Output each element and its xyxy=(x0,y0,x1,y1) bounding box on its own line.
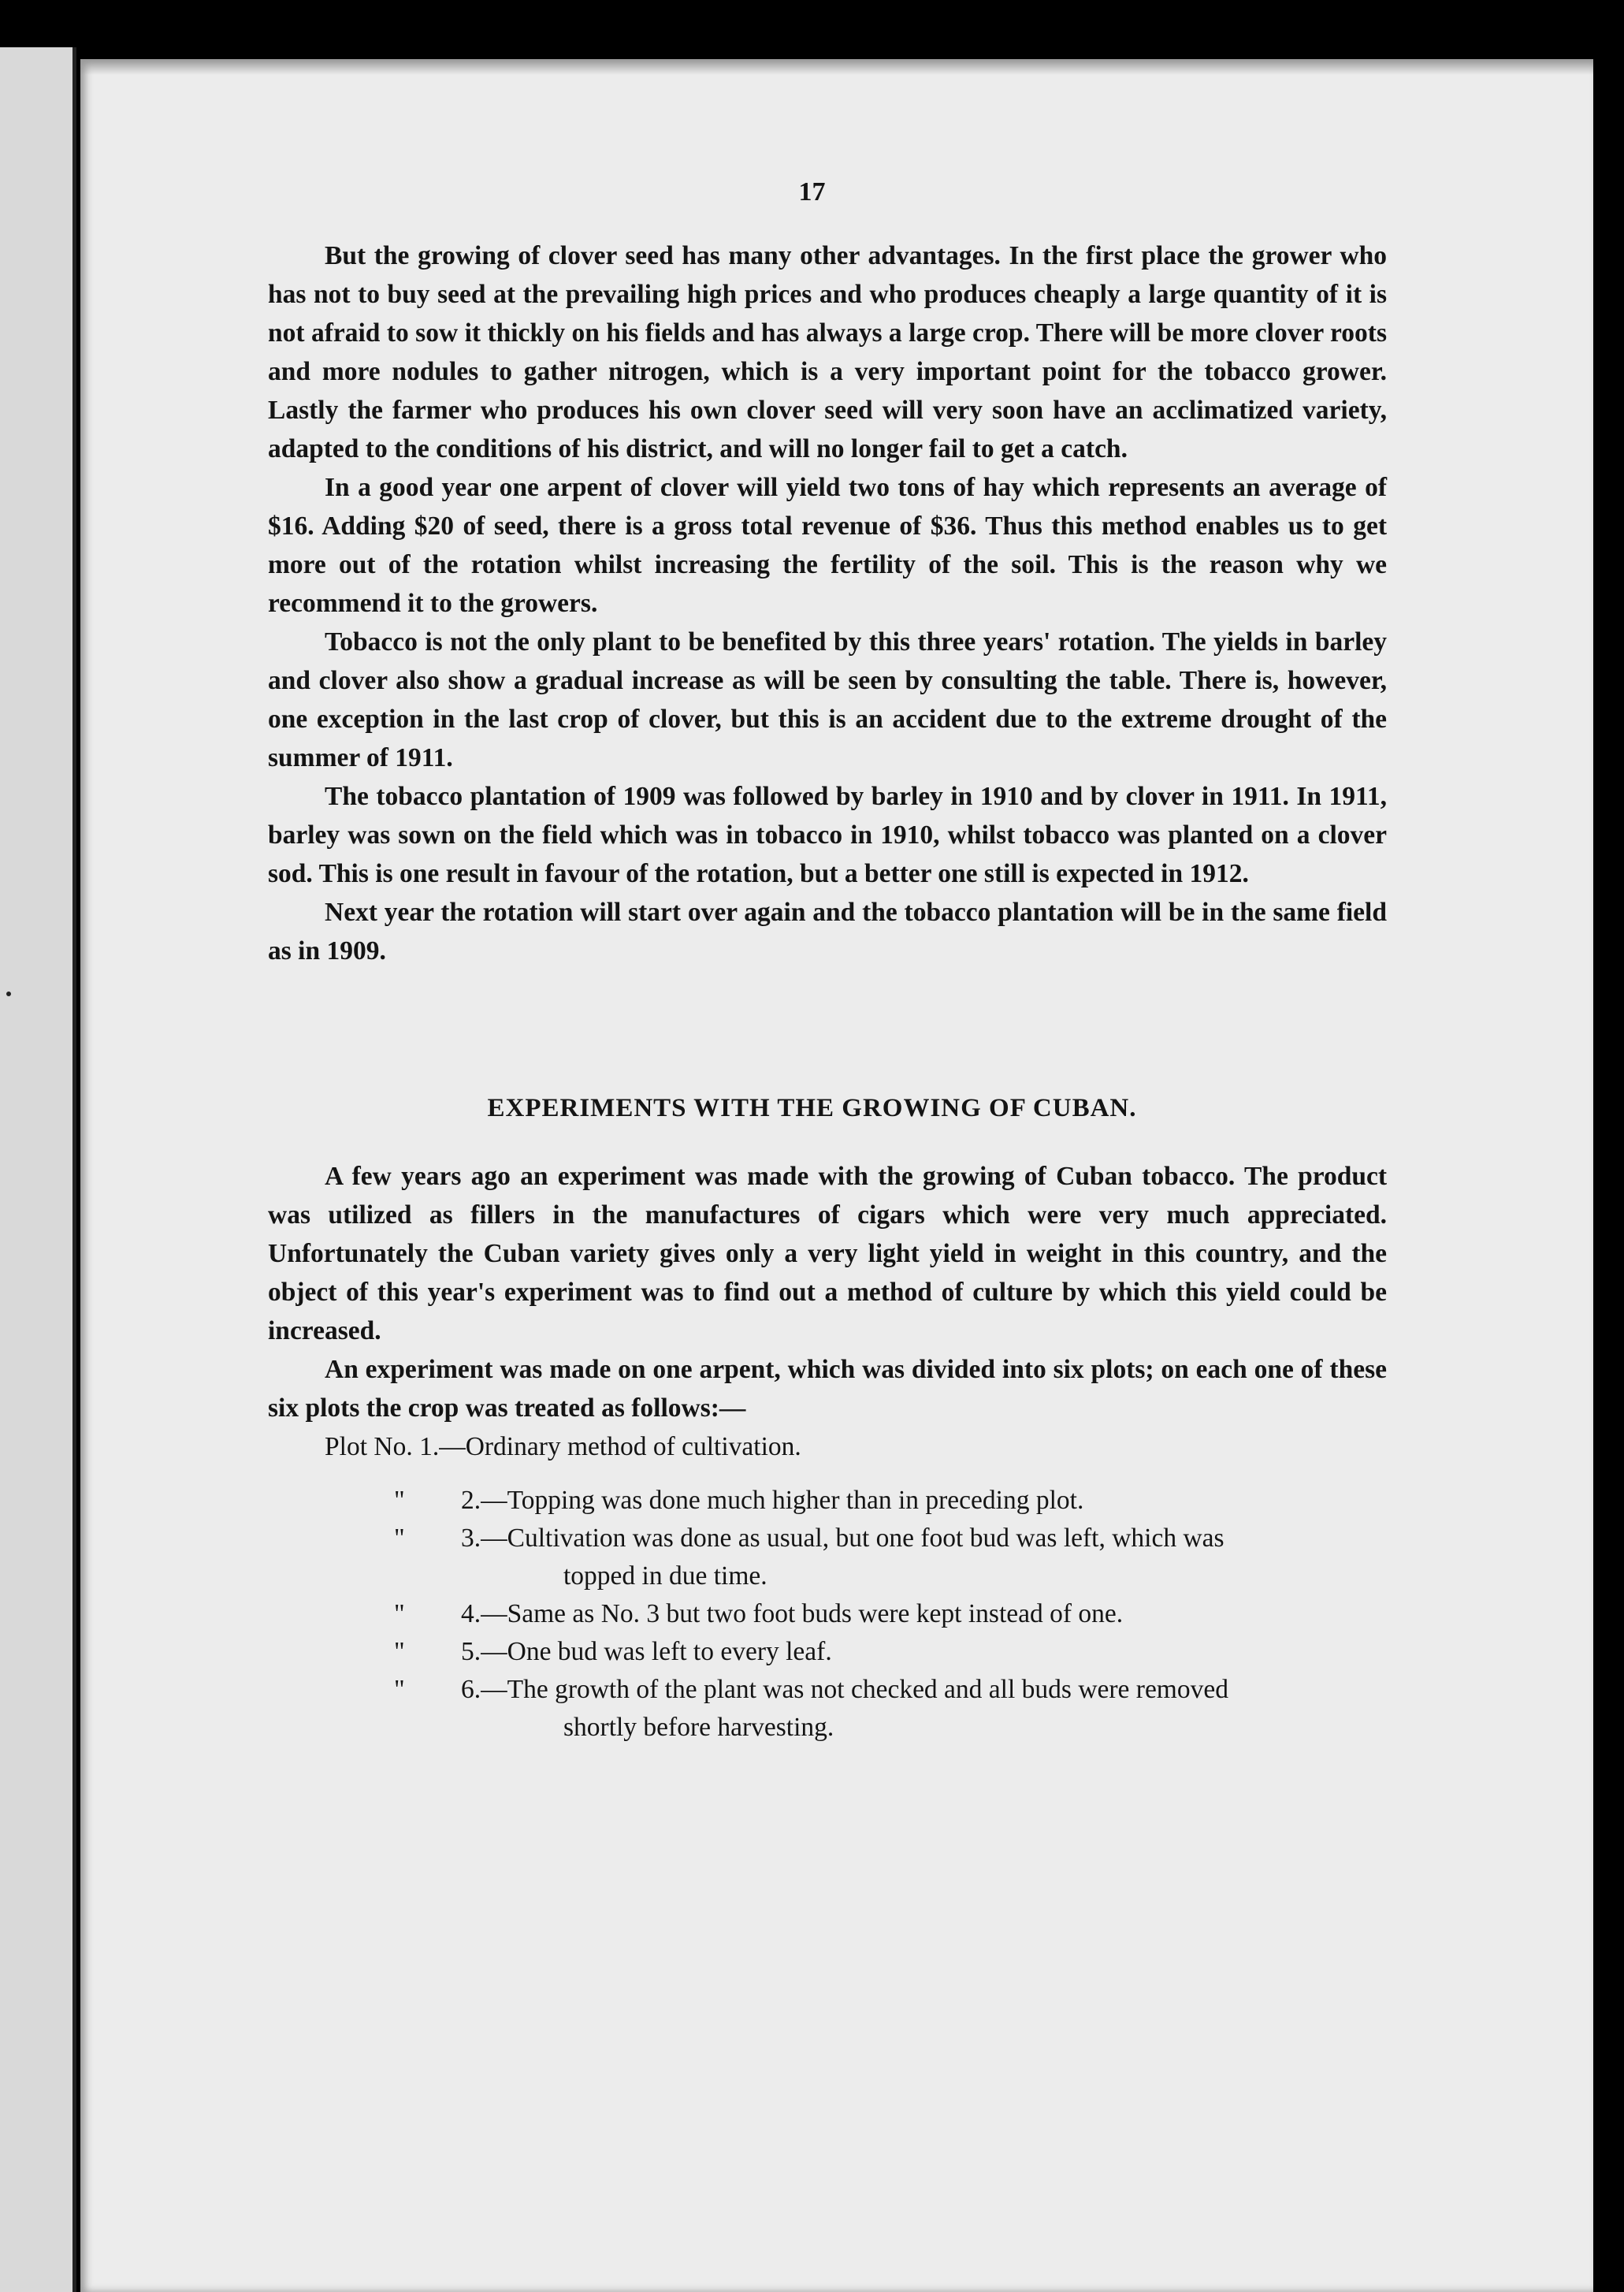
plot-item xyxy=(394,1671,1410,1747)
paragraph: Next year the rotation will start over again and the tobacco plantation will be in the same field as in 1909. xyxy=(268,898,1387,966)
paragraph: In a good year one arpent of clover will yield two tons of hay which represents an average of $16. Adding $20 of seed, there is a gross total revenue of $36. Thus this method enables us to get more out of the rotation whilst increasing the fertility of the soil. This is the reason why we recommend it to the growers. xyxy=(268,473,1387,618)
plot-item xyxy=(394,1633,1410,1671)
plot-text: 6.—The growth of the plant was not checked and all buds were removed xyxy=(461,1675,1228,1704)
plot-text: 3.—Cultivation was done as usual, but one foot bud was left, which was xyxy=(461,1524,1225,1553)
plot-item xyxy=(394,1520,1410,1595)
plot-intro: Plot No. 1.—Ordinary method of cultivation. xyxy=(325,1432,801,1461)
plot-list xyxy=(394,1482,1410,1747)
previous-page-edge xyxy=(0,47,76,2292)
paragraph: Tobacco is not the only plant to be benefited by this three years' rotation. The yields in barley and clover also show a gradual increase as will be seen by consulting the table. There is, however, one exception in the last crop of clover, but this is an accident due to the extreme drought of the summer of 1911. xyxy=(268,627,1387,772)
paragraph: An experiment was made on one arpent, which was divided into six plots; on each one of these six plots the crop was treated as follows:— xyxy=(268,1355,1387,1423)
plot-text: 4.—Same as No. 3 but two foot buds were kept instead of one. xyxy=(461,1599,1124,1628)
ditto-mark: " xyxy=(394,1637,405,1666)
plot-text-continuation: topped in due time. xyxy=(563,1561,767,1591)
ditto-mark: " xyxy=(394,1675,405,1704)
page-top-shadow xyxy=(80,59,1593,75)
section-clover-seed xyxy=(268,236,1387,970)
paragraph: The tobacco plantation of 1909 was followed by barley in 1910 and by clover in 1911. In 1911, barley was sown on the field which was in tobacco in 1910, whilst tobacco was planted on a clover sod. This is one result in favour of the rotation, but a better one still is expected in 1912. xyxy=(268,782,1387,888)
paragraph: A few years ago an experiment was made with the growing of Cuban tobacco. The product was utilized as fillers in the manufactures of cigars which were very much appreciated. Unfortunately the Cuban variety gives only a very light yield in weight in this country, and the object of this year's experiment was to find out a method of culture by which this yield could be increased. xyxy=(268,1162,1387,1345)
page-number: 17 xyxy=(798,177,826,207)
plot-text: 5.—One bud was left to every leaf. xyxy=(461,1637,832,1666)
plot-item xyxy=(394,1595,1410,1633)
plot-text-continuation: shortly before harvesting. xyxy=(563,1713,834,1742)
section-heading: EXPERIMENTS WITH THE GROWING OF CUBAN. xyxy=(487,1094,1137,1122)
ditto-mark: " xyxy=(394,1524,405,1553)
ditto-mark: " xyxy=(394,1599,405,1628)
paragraph: But the growing of clover seed has many other advantages. In the first place the grower who has not to buy seed at the prevailing high prices and who produces cheaply a large quantity of it is not afraid to sow it thickly on his fields and has always a large crop. There will be more clover roots and more nodules to gather nitrogen, which is a very important point for the tobacco grower. Lastly the farmer who produces his own clover seed will very soon have an acclimatized variety, adapted to the conditions of his district, and will no longer fail to get a catch. xyxy=(268,241,1387,463)
ditto-mark: " xyxy=(394,1486,405,1515)
plot-text: 2.—Topping was done much higher than in preceding plot. xyxy=(461,1486,1084,1515)
section-cuban-experiments xyxy=(268,1157,1387,1466)
plot-item xyxy=(394,1482,1410,1520)
margin-mark xyxy=(6,992,11,996)
